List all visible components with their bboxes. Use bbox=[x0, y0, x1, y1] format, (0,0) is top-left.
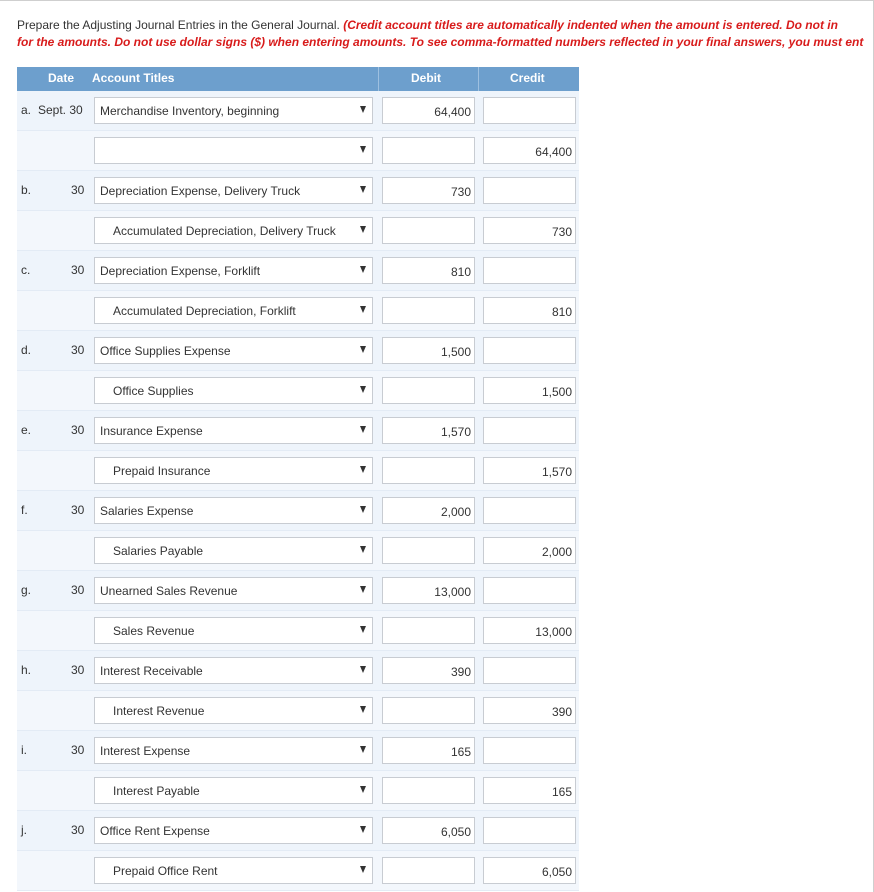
journal-row-credit bbox=[17, 691, 579, 731]
account-title-value: Office Rent Expense bbox=[100, 824, 210, 838]
amount-value: 1,500 bbox=[541, 385, 572, 399]
entry-letter: g. bbox=[21, 583, 32, 597]
journal-row-debit bbox=[17, 731, 579, 771]
account-title-value: Interest Expense bbox=[100, 744, 191, 758]
credit-amount-input[interactable] bbox=[483, 857, 576, 884]
credit-amount-input[interactable] bbox=[483, 137, 576, 164]
account-title-value: Merchandise Inventory, beginning bbox=[100, 104, 280, 118]
credit-amount-input[interactable] bbox=[483, 577, 576, 604]
credit-account-select[interactable] bbox=[94, 697, 373, 724]
journal-row-debit bbox=[17, 811, 579, 851]
account-title-value: Insurance Expense bbox=[100, 424, 203, 438]
debit-account-select[interactable] bbox=[94, 737, 373, 764]
amount-value: 390 bbox=[551, 705, 572, 719]
dropdown-arrow-icon bbox=[360, 146, 366, 153]
table-header bbox=[17, 67, 579, 91]
debit-amount-input[interactable] bbox=[382, 657, 475, 684]
entry-letter: d. bbox=[21, 343, 32, 357]
journal-row-credit bbox=[17, 851, 579, 891]
debit-amount-input[interactable] bbox=[382, 137, 475, 164]
instructions bbox=[17, 17, 874, 51]
dropdown-arrow-icon bbox=[360, 386, 366, 393]
account-title-value: Salaries Payable bbox=[113, 544, 204, 558]
entry-letter: b. bbox=[21, 183, 32, 197]
entry-letter: e. bbox=[21, 423, 32, 437]
dropdown-arrow-icon bbox=[360, 706, 366, 713]
journal-rows bbox=[17, 91, 579, 891]
credit-amount-input[interactable] bbox=[483, 817, 576, 844]
entry-date: 30 bbox=[71, 263, 85, 277]
entry-letter: c. bbox=[21, 263, 31, 277]
debit-amount-input[interactable] bbox=[382, 257, 475, 284]
amount-value: 13,000 bbox=[535, 625, 572, 639]
journal-row-debit bbox=[17, 651, 579, 691]
credit-account-select[interactable] bbox=[94, 777, 373, 804]
account-title-value: Sales Revenue bbox=[113, 624, 195, 638]
journal-row-debit bbox=[17, 491, 579, 531]
credit-amount-input[interactable] bbox=[483, 497, 576, 524]
entry-date: 30 bbox=[71, 583, 85, 597]
debit-amount-input[interactable] bbox=[382, 297, 475, 324]
dropdown-arrow-icon bbox=[360, 586, 366, 593]
account-title-value: Salaries Expense bbox=[100, 504, 194, 518]
account-title-value: Depreciation Expense, Forklift bbox=[100, 264, 261, 278]
debit-account-select[interactable] bbox=[94, 657, 373, 684]
amount-value: 165 bbox=[551, 785, 572, 799]
debit-amount-input[interactable] bbox=[382, 777, 475, 804]
credit-amount-input[interactable] bbox=[483, 257, 576, 284]
header-divider bbox=[478, 67, 479, 91]
dropdown-arrow-icon bbox=[360, 746, 366, 753]
debit-amount-input[interactable] bbox=[382, 817, 475, 844]
credit-account-select[interactable] bbox=[94, 617, 373, 644]
debit-amount-input[interactable] bbox=[382, 177, 475, 204]
account-title-value: Office Supplies Expense bbox=[100, 344, 231, 358]
debit-amount-input[interactable] bbox=[382, 457, 475, 484]
journal-row-debit bbox=[17, 331, 579, 371]
amount-value: 165 bbox=[450, 745, 471, 759]
credit-amount-input[interactable] bbox=[483, 537, 576, 564]
credit-account-select[interactable] bbox=[94, 217, 373, 244]
amount-value: 64,400 bbox=[434, 105, 471, 119]
amount-value: 730 bbox=[551, 225, 572, 239]
dropdown-arrow-icon bbox=[360, 466, 366, 473]
amount-value: 1,500 bbox=[440, 345, 471, 359]
account-title-value: Prepaid Office Rent bbox=[113, 864, 218, 878]
credit-amount-input[interactable] bbox=[483, 777, 576, 804]
journal-row-credit bbox=[17, 451, 579, 491]
amount-value: 810 bbox=[450, 265, 471, 279]
credit-account-select[interactable] bbox=[94, 537, 373, 564]
debit-amount-input[interactable] bbox=[382, 217, 475, 244]
journal-row-credit bbox=[17, 611, 579, 651]
dropdown-arrow-icon bbox=[360, 306, 366, 313]
account-title-value: Interest Receivable bbox=[100, 664, 203, 678]
credit-amount-input[interactable] bbox=[483, 617, 576, 644]
debit-amount-input[interactable] bbox=[382, 417, 475, 444]
journal-row-debit bbox=[17, 91, 579, 131]
credit-amount-input[interactable] bbox=[483, 697, 576, 724]
dropdown-arrow-icon bbox=[360, 666, 366, 673]
dropdown-arrow-icon bbox=[360, 226, 366, 233]
credit-amount-input[interactable] bbox=[483, 657, 576, 684]
credit-amount-input[interactable] bbox=[483, 177, 576, 204]
entry-date: 30 bbox=[71, 663, 85, 677]
amount-value: 810 bbox=[551, 305, 572, 319]
entry-letter: a. bbox=[21, 103, 32, 117]
credit-amount-input[interactable] bbox=[483, 217, 576, 244]
debit-account-select[interactable] bbox=[94, 257, 373, 284]
credit-header: Credit bbox=[510, 71, 545, 85]
dropdown-arrow-icon bbox=[360, 626, 366, 633]
journal-row-debit bbox=[17, 411, 579, 451]
entry-letter: h. bbox=[21, 663, 32, 677]
amount-value: 2,000 bbox=[541, 545, 572, 559]
credit-amount-input[interactable] bbox=[483, 457, 576, 484]
account-title-value: Prepaid Insurance bbox=[113, 464, 211, 478]
dropdown-arrow-icon bbox=[360, 866, 366, 873]
dropdown-arrow-icon bbox=[360, 786, 366, 793]
account-title-value: Interest Payable bbox=[113, 784, 200, 798]
journal-row-credit bbox=[17, 771, 579, 811]
debit-amount-input[interactable] bbox=[382, 497, 475, 524]
debit-account-select[interactable] bbox=[94, 97, 373, 124]
journal-row-credit bbox=[17, 131, 579, 171]
dropdown-arrow-icon bbox=[360, 826, 366, 833]
amount-value: 1,570 bbox=[440, 425, 471, 439]
debit-amount-input[interactable] bbox=[382, 377, 475, 404]
entry-letter: f. bbox=[21, 503, 28, 517]
journal-row-debit bbox=[17, 251, 579, 291]
instructions-line-1 bbox=[17, 17, 874, 34]
instructions-warning-2: for the amounts. Do not use dollar signs ($) when entering amounts. To see comma-formatted numbers reflected in your final answers, you must ent bbox=[17, 35, 864, 49]
top-border bbox=[0, 0, 874, 1]
entry-date: 30 bbox=[71, 823, 85, 837]
amount-value: 1,570 bbox=[541, 465, 572, 479]
debit-amount-input[interactable] bbox=[382, 737, 475, 764]
credit-account-select[interactable] bbox=[94, 137, 373, 164]
credit-account-select[interactable] bbox=[94, 297, 373, 324]
credit-account-select[interactable] bbox=[94, 377, 373, 404]
account-titles-header: Account Titles bbox=[92, 71, 175, 85]
date-header: Date bbox=[48, 71, 75, 85]
journal-row-credit bbox=[17, 211, 579, 251]
dropdown-arrow-icon bbox=[360, 506, 366, 513]
general-journal-table bbox=[17, 67, 579, 891]
entry-date: 30 bbox=[71, 423, 85, 437]
entry-date: 30 bbox=[71, 343, 85, 357]
journal-row-debit bbox=[17, 571, 579, 611]
credit-amount-input[interactable] bbox=[483, 97, 576, 124]
debit-amount-input[interactable] bbox=[382, 97, 475, 124]
entry-date: Sept. 30 bbox=[38, 103, 83, 117]
credit-account-select[interactable] bbox=[94, 457, 373, 484]
debit-account-select[interactable] bbox=[94, 497, 373, 524]
debit-amount-input[interactable] bbox=[382, 577, 475, 604]
credit-amount-input[interactable] bbox=[483, 377, 576, 404]
header-divider bbox=[378, 67, 379, 91]
account-title-value: Office Supplies bbox=[113, 384, 194, 398]
amount-value: 6,050 bbox=[541, 865, 572, 879]
instructions-lead: Prepare the Adjusting Journal Entries in the General Journal. bbox=[17, 18, 340, 32]
credit-account-select[interactable] bbox=[94, 857, 373, 884]
debit-account-select[interactable] bbox=[94, 577, 373, 604]
entry-date: 30 bbox=[71, 743, 85, 757]
debit-account-select[interactable] bbox=[94, 177, 373, 204]
credit-amount-input[interactable] bbox=[483, 337, 576, 364]
credit-amount-input[interactable] bbox=[483, 737, 576, 764]
account-title-value: Accumulated Depreciation, Forklift bbox=[113, 304, 296, 318]
debit-header: Debit bbox=[411, 71, 441, 85]
journal-row-credit bbox=[17, 371, 579, 411]
entry-letter: j. bbox=[21, 823, 27, 837]
amount-value: 730 bbox=[450, 185, 471, 199]
entry-date: 30 bbox=[71, 503, 85, 517]
debit-account-select[interactable] bbox=[94, 417, 373, 444]
journal-row-credit bbox=[17, 291, 579, 331]
entry-date: 30 bbox=[71, 183, 85, 197]
amount-value: 2,000 bbox=[440, 505, 471, 519]
entry-letter: i. bbox=[21, 743, 27, 757]
account-title-value: Unearned Sales Revenue bbox=[100, 584, 238, 598]
account-title-value: Interest Revenue bbox=[113, 704, 205, 718]
amount-value: 6,050 bbox=[440, 825, 471, 839]
amount-value: 64,400 bbox=[535, 145, 572, 159]
instructions-warning-1: (Credit account titles are automatically indented when the amount is entered. Do not in bbox=[343, 18, 838, 32]
credit-amount-input[interactable] bbox=[483, 417, 576, 444]
account-title-value: Accumulated Depreciation, Delivery Truck bbox=[113, 224, 336, 238]
journal-row-credit bbox=[17, 531, 579, 571]
credit-amount-input[interactable] bbox=[483, 297, 576, 324]
debit-amount-input[interactable] bbox=[382, 537, 475, 564]
dropdown-arrow-icon bbox=[360, 426, 366, 433]
dropdown-arrow-icon bbox=[360, 266, 366, 273]
dropdown-arrow-icon bbox=[360, 546, 366, 553]
debit-amount-input[interactable] bbox=[382, 857, 475, 884]
account-title-value: Depreciation Expense, Delivery Truck bbox=[100, 184, 301, 198]
amount-value: 390 bbox=[450, 665, 471, 679]
amount-value: 13,000 bbox=[434, 585, 471, 599]
journal-row-debit bbox=[17, 171, 579, 211]
debit-amount-input[interactable] bbox=[382, 697, 475, 724]
dropdown-arrow-icon bbox=[360, 106, 366, 113]
debit-amount-input[interactable] bbox=[382, 617, 475, 644]
debit-amount-input[interactable] bbox=[382, 337, 475, 364]
dropdown-arrow-icon bbox=[360, 186, 366, 193]
dropdown-arrow-icon bbox=[360, 346, 366, 353]
debit-account-select[interactable] bbox=[94, 337, 373, 364]
debit-account-select[interactable] bbox=[94, 817, 373, 844]
